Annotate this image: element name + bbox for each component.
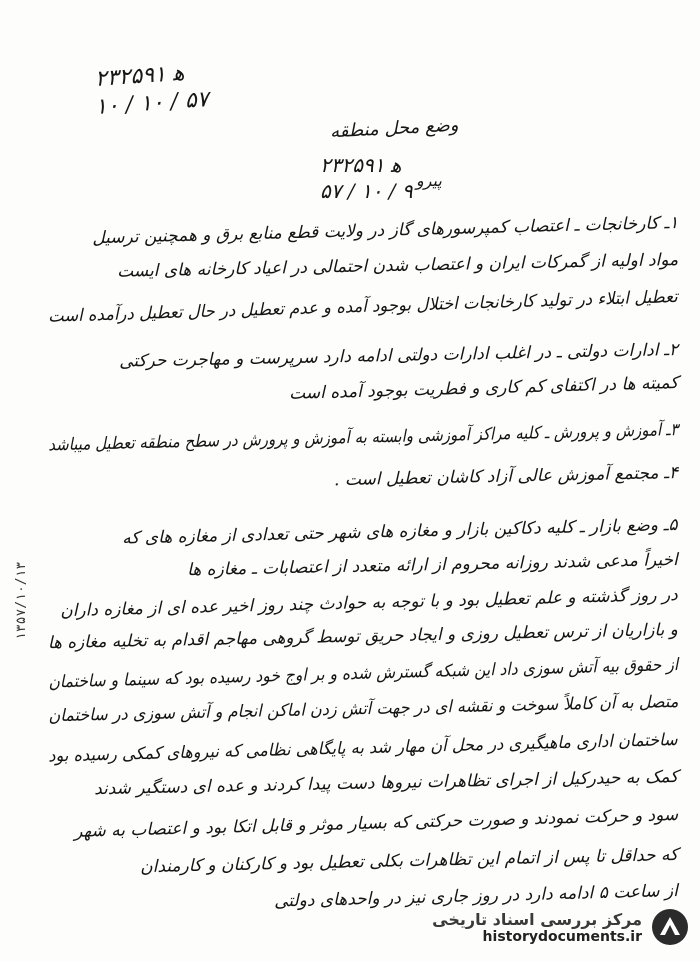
- body-line: مواد اولیه از گمرکات ایران و اعتصاب شدن احتمالی در اعیاد کارخانه های ایست: [116, 250, 679, 282]
- body-line: که حداقل تا پس از اتمام این تظاهرات بکلی تعطیل بود و کارکنان و کارمندان: [139, 845, 679, 878]
- body-line: از حقوق بیه آتش سوزی داد این شبکه گسترش شده و بر اوج خود رسیده بود که سینما و ساختمان: [48, 655, 679, 693]
- watermark-site: historydocuments.ir: [482, 928, 642, 945]
- body-line: ۲ـ ادارات دولتی ـ در اغلب ادارات دولتی ادامه دارد سرپرست و مهاجرت حرکتی: [118, 340, 679, 372]
- archive-logo-icon: [650, 907, 690, 947]
- body-line: اخیراً مدعی شدند روزانه محروم از ارائه متعدد از اعتصابات ـ مغازه ها: [187, 550, 679, 581]
- margin-date-note: ۱۳۵۷/۱۰/۱۳: [14, 561, 29, 640]
- reference-label: پیرو: [416, 171, 442, 190]
- reference-block-mid: [320, 152, 442, 204]
- archive-watermark: [432, 907, 690, 947]
- body-line: ۱ـ کارخانجات ـ اعتصاب کمپرسورهای گاز در ولایت قطع منابع برق و همچنین ترسیل: [91, 213, 679, 249]
- reference-number-top: ۲۳۲۵۹۱ ﻫ: [94, 60, 186, 92]
- body-line: سود و حرکت نمودند و صورت حرکتی که بسیار موثر و قابل اتکا بود و اعتصاب به شهر: [73, 805, 679, 842]
- reference-date-top: ۱۰ / ۱۰ / ۵۷: [94, 87, 210, 120]
- body-line: و بازاریان از ترس تعطیل روزی و ایجاد حریق توسط گروهی مهاجم اقدام به تخلیه مغازه ها: [47, 620, 679, 654]
- body-line: ۳ـ آموزش و پرورش ـ کلیه مراکز آموزشی وابسته به آموزش و پرورش در سطح منطقه تعطیل میباشد: [47, 420, 679, 456]
- body-line: کمیته ها در اکتفای کم کاری و فطریت بوجود آمده است: [288, 373, 679, 404]
- document-heading: وضع محل منطقه: [329, 114, 459, 143]
- body-line: از ساعت ۵ ادامه دارد در روز جاری نیز در واحدهای دولتی: [274, 881, 679, 912]
- reference-date-mid: ۵۷ / ۱۰ / ۹: [320, 179, 413, 203]
- body-line: کمک به حیدرکیل از اجرای تظاهرات نیروها دست پیدا کردند و عده ای دستگیر شدند: [93, 767, 679, 800]
- reference-block-top: [95, 62, 209, 118]
- body-line: ساختمان اداری ماهیگیری در محل آن مهار شد به پایگاهی نظامی که نیروهای کمکی رسیده بود: [48, 730, 679, 767]
- body-line: ۵ـ وضع بازار ـ کلیه دکاکین بازار و مغازه های شهر حتی تعدادی از مغازه های که: [122, 515, 679, 549]
- watermark-text: [432, 910, 642, 945]
- reference-number-mid: ۲۳۲۵۹۱ ﻫ: [320, 153, 402, 177]
- body-line: ۴ـ مجتمع آموزش عالی آزاد کاشان تعطیل است .: [333, 463, 679, 491]
- watermark-title: مرکز بررسی اسناد تاریخی: [432, 909, 642, 929]
- body-line: تعطیل ابتلاء در تولید کارخانجات اختلال بوجود آمده و عدم تعطیل در حال تعطیل درآمده است: [48, 287, 679, 327]
- body-line: در روز گذشته و علم تعطیل بود و با توجه به حوادث چند روز اخیر عده ای از مغازه داران: [60, 585, 679, 622]
- body-line: متصل به آن کاملاً سوخت و نقشه ای در جهت آتش زدن اماکن انجام و آتش سوزی در ساختمان: [47, 692, 679, 727]
